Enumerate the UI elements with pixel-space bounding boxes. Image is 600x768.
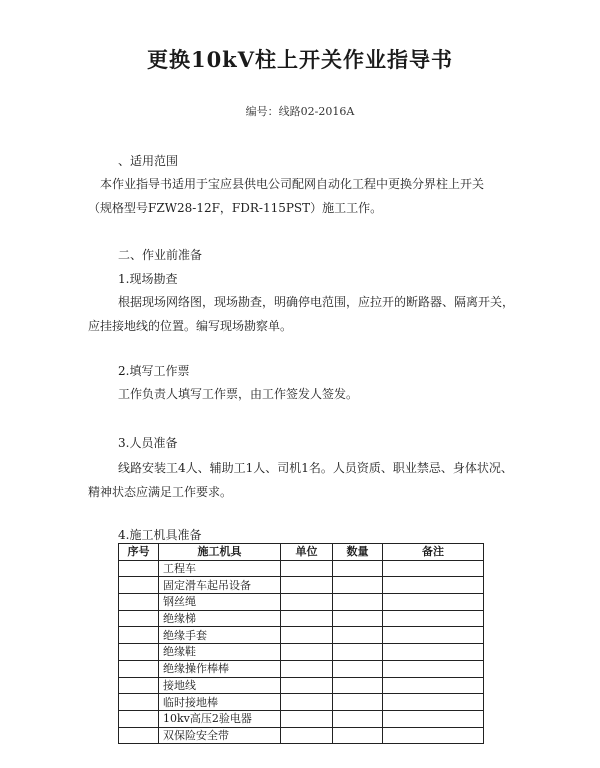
table-row <box>119 627 484 644</box>
table-row <box>119 577 484 594</box>
section-2-1-line-1: 根据现场网络图，现场勘查，明确停电范围，应拉开的断路器、隔离开关， <box>118 295 515 309</box>
tool-name: 钢丝绳 <box>159 594 281 611</box>
table-row <box>119 694 484 711</box>
col-header-unit: 单位 <box>281 544 333 561</box>
tool-name: 绝缘梯 <box>159 610 281 627</box>
table-row <box>119 594 484 611</box>
section-1-text-line-1: 本作业指导书适用于宝应县供电公司配网自动化工程中更换分界柱上开关 <box>100 177 485 191</box>
document-title: 更换10kV柱上开关作业指导书 <box>146 47 454 72</box>
section-2-heading: 二、作业前准备 <box>118 248 203 262</box>
section-2-1-heading: 1.现场勘查 <box>118 272 178 286</box>
tool-name: 临时接地棒 <box>159 694 281 711</box>
tools-table <box>118 543 484 744</box>
section-2-4-heading: 4.施工机具准备 <box>118 528 202 542</box>
tool-name: 工程车 <box>159 560 281 577</box>
tool-name: 双保险安全带 <box>159 727 281 744</box>
section-2-3-line-1: 线路安装工4人、辅助工1人、司机1名。人员资质、职业禁忌、身体状况、 <box>118 461 513 475</box>
table-row <box>119 727 484 744</box>
tool-name: 固定滑车起吊设备 <box>159 577 281 594</box>
tool-name: 10kv高压2验电器 <box>159 710 281 727</box>
section-2-1-line-2: 应挂接地线的位置。编写现场勘察单。 <box>88 319 293 333</box>
section-2-3-line-2: 精神状态应满足工作要求。 <box>88 485 233 499</box>
tool-name: 接地线 <box>159 677 281 694</box>
col-header-quantity: 数量 <box>333 544 383 561</box>
section-2-2-heading: 2.填写工作票 <box>118 364 190 378</box>
section-1-heading: 、适用范围 <box>118 154 179 168</box>
table-header-row <box>119 544 484 561</box>
table-row <box>119 560 484 577</box>
table-row <box>119 644 484 661</box>
tool-name: 绝缘操作棒棒 <box>159 660 281 677</box>
table-row <box>119 710 484 727</box>
col-header-remarks: 备注 <box>383 544 484 561</box>
tool-name: 绝缘手套 <box>159 627 281 644</box>
table-row <box>119 660 484 677</box>
section-2-3-heading: 3.人员准备 <box>118 436 178 450</box>
table-row <box>119 677 484 694</box>
tool-name: 绝缘鞋 <box>159 644 281 661</box>
section-2-2-line-1: 工作负责人填写工作票，由工作签发人签发。 <box>118 387 359 401</box>
section-1-text-line-2: （规格型号FZW28-12F，FDR-115PST）施工工作。 <box>88 201 383 215</box>
table-row <box>119 610 484 627</box>
col-header-number: 序号 <box>119 544 159 561</box>
col-header-tool: 施工机具 <box>159 544 281 561</box>
document-number: 编号：线路02-2016A <box>245 105 355 118</box>
